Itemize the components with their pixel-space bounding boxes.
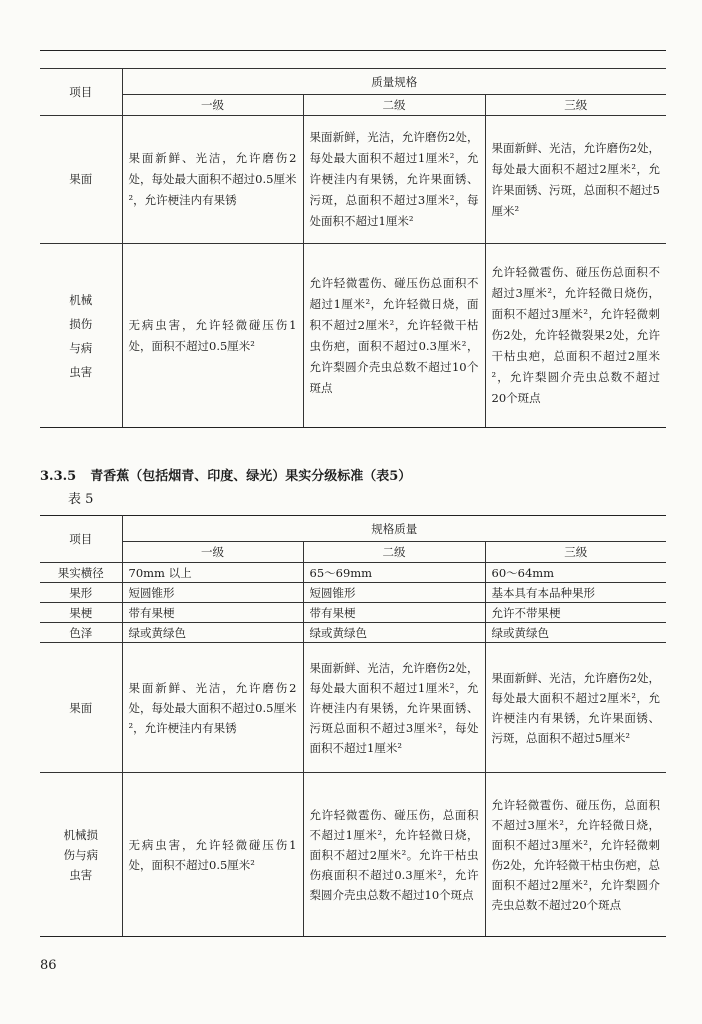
section-heading bbox=[40, 465, 411, 484]
table-cell: 绿或黄绿色 bbox=[485, 623, 666, 643]
header-grade3: 三级 bbox=[485, 95, 666, 116]
label-line: 与病 bbox=[69, 340, 93, 355]
table-cell: 70mm 以上 bbox=[122, 563, 303, 583]
header-grade1: 一级 bbox=[122, 542, 303, 563]
table-cell: 绿或黄绿色 bbox=[303, 623, 485, 643]
cell-text: 果面新鲜，光洁，允许磨伤2处，每处最大面积不超过1厘米²，允许梗洼内有果锈，允许果面锈、污斑，总面积不超过3厘米²，每处面积不超过1厘米² bbox=[309, 130, 479, 228]
cell-text: 允许轻微雹伤、碰压伤总面积不超过3厘米²，允许轻微日烧伤，面积不超过3厘米²，允许轻微刺伤2处，允许轻微裂果2处，允许干枯虫疤，总面积不超过2厘米²，允许梨圆介壳虫总数不超过20个斑点 bbox=[491, 265, 660, 405]
table-cell bbox=[485, 116, 666, 244]
table-cell: 基本具有本品种果形 bbox=[485, 583, 666, 603]
header-item: 项目 bbox=[40, 69, 122, 116]
section-number: 3.3.5 bbox=[40, 469, 77, 484]
table-cell bbox=[303, 116, 485, 244]
cell-text: 果面新鲜、光洁，允许磨伤2处，每处最大面积不超过2厘米²，允许果面锈、污斑，总面积不超过5厘米² bbox=[491, 140, 660, 218]
cell-text: 果面新鲜、光洁，允许磨伤2处，每处最大面积不超过2厘米²，允许梗洼内有果锈，允许果面锈、污斑，总面积不超过5厘米² bbox=[491, 670, 660, 745]
table-cell: 短圆锥形 bbox=[303, 583, 485, 603]
table-cell: 带有果梗 bbox=[303, 603, 485, 623]
cell-text: 果面新鲜、光洁，允许磨伤2处，每处最大面积不超过1厘米²，允许梗洼内有果锈，允许果面锈、污斑总面积不超过3厘米²，每处面积不超过1厘米² bbox=[309, 660, 479, 755]
quality-spec-table-5 bbox=[40, 515, 666, 937]
label-line: 伤与病 bbox=[63, 847, 98, 862]
row-label-stem: 果梗 bbox=[40, 603, 122, 623]
table-cell bbox=[485, 643, 666, 773]
row-label-diameter: 果实横径 bbox=[40, 563, 122, 583]
table-cell: 65～69mm bbox=[303, 563, 485, 583]
table-cell bbox=[485, 773, 666, 937]
label-line: 虫害 bbox=[69, 867, 93, 882]
table-cell bbox=[122, 643, 303, 773]
row-label-damage bbox=[40, 773, 122, 937]
cell-text: 果面新鲜、光洁，允许磨伤2处，每处最大面积不超过0.5厘米²，允许梗洼内有果锈 bbox=[128, 151, 297, 207]
header-grade2: 二级 bbox=[303, 542, 485, 563]
page-number: 86 bbox=[40, 958, 57, 973]
label-line: 损伤 bbox=[69, 316, 93, 331]
table-cell bbox=[122, 244, 303, 428]
table-cell: 60～64mm bbox=[485, 563, 666, 583]
table-cell bbox=[122, 116, 303, 244]
header-group: 规格质量 bbox=[122, 516, 666, 542]
header-group: 质量规格 bbox=[122, 69, 666, 95]
row-label-shape: 果形 bbox=[40, 583, 122, 603]
table-cell bbox=[122, 773, 303, 937]
table-cell: 带有果梗 bbox=[122, 603, 303, 623]
table-cell bbox=[303, 773, 485, 937]
table-cell: 绿或黄绿色 bbox=[122, 623, 303, 643]
cell-text: 允许轻微雹伤、碰压伤总面积不超过1厘米²，允许轻微日烧，面积不超过2厘米²，允许轻微干枯虫伤疤，面积不超过0.3厘米²，允许梨圆介壳虫总数不超过10个斑点 bbox=[309, 275, 479, 395]
label-line: 机械 bbox=[69, 292, 93, 307]
cell-text: 无病虫害，允许轻微碰压伤1处，面积不超过0.5厘米² bbox=[128, 317, 297, 353]
label-line: 虫害 bbox=[69, 364, 93, 379]
table-cell bbox=[485, 244, 666, 428]
cell-text: 允许轻微雹伤、碰压伤，总面积不超过1厘米²，允许轻微日烧，面积不超过2厘米²。允许干枯虫伤痕面积不超过0.3厘米²，允许梨圆介壳虫总数不超过10个斑点 bbox=[309, 807, 479, 902]
table-cell bbox=[303, 244, 485, 428]
table-caption: 表 5 bbox=[68, 492, 94, 507]
section-title: 青香蕉（包括烟青、印度、绿光）果实分级标准（表5） bbox=[90, 469, 412, 484]
row-label-damage bbox=[40, 244, 122, 428]
row-label-surface: 果面 bbox=[40, 116, 122, 244]
top-rule bbox=[40, 50, 666, 51]
table-cell: 短圆锥形 bbox=[122, 583, 303, 603]
row-label-color: 色泽 bbox=[40, 623, 122, 643]
table-cell bbox=[303, 643, 485, 773]
table-cell: 允许不带果梗 bbox=[485, 603, 666, 623]
cell-text: 果面新鲜、光洁，允许磨伤2处，每处最大面积不超过0.5厘米²，允许梗洼内有果锈 bbox=[128, 680, 297, 735]
label-line: 机械损 bbox=[63, 827, 98, 842]
header-item: 项目 bbox=[40, 516, 122, 563]
header-grade1: 一级 bbox=[122, 95, 303, 116]
row-label-surface: 果面 bbox=[40, 643, 122, 773]
quality-spec-table-4 bbox=[40, 68, 666, 428]
header-grade3: 三级 bbox=[485, 542, 666, 563]
cell-text: 允许轻微雹伤、碰压伤，总面积不超过3厘米²，允许轻微日烧，面积不超过3厘米²，允许轻微刺伤2处，允许轻微干枯虫伤疤，总面积不超过2厘米²，允许梨圆介壳虫总数不超过20个斑点 bbox=[491, 797, 660, 912]
cell-text: 无病虫害，允许轻微碰压伤1处，面积不超过0.5厘米² bbox=[128, 837, 297, 872]
header-grade2: 二级 bbox=[303, 95, 485, 116]
